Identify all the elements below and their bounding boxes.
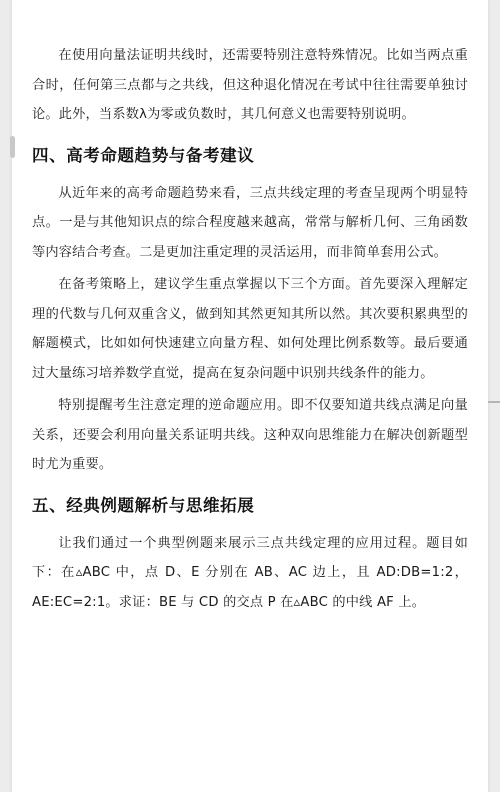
page-edge-line xyxy=(488,401,500,403)
paragraph-exam-trends: 从近年来的高考命题趋势来看，三点共线定理的考查呈现两个明显特点。一是与其他知识点的综合程度越来越高，常常与解析几何、三角函数等内容结合考查。二是更加注重定理的灵活运用，而非简单套用公式。 xyxy=(32,185,468,260)
paragraph-converse-reminder: 特别提醒考生注意定理的逆命题应用。即不仅要知道共线点满足向量关系，还要会利用向量关系证明共线。这种双向思维能力在解决创新题型时尤为重要。 xyxy=(32,398,468,472)
paragraph-example-problem: 让我们通过一个典型例题来展示三点共线定理的应用过程。题目如下：在▵ABC 中，点 D、E 分别在 AB、AC 边上，且 AD:DB=1:2，AE:EC=2:1。求证：BE 与 CD 的交点 P 在▵ABC 的中线 AF 上。 xyxy=(32,535,468,610)
paragraph-degenerate-cases: 在使用向量法证明共线时，还需要特别注意特殊情况。比如当两点重合时，任何第三点都与之共线，但这种退化情况在考试中往往需要单独讨论。此外，当系数λ为零或负数时，其几何意义也需要特别说明。 xyxy=(32,48,468,122)
page-edge-mark xyxy=(10,136,15,158)
paragraph-study-strategy: 在备考策略上，建议学生重点掌握以下三个方面。首先要深入理解定理的代数与几何双重含义，做到知其然更知其所以然。其次要积累典型的解题模式，比如如何快速建立向量方程、如何处理比例系数等。最后要通过大量练习培养数学直觉，提高在复杂问题中识别共线条件的能力。 xyxy=(32,277,468,381)
section-heading-example-analysis: 五、经典例题解析与思维拓展 xyxy=(32,495,255,515)
section-heading-exam-trends: 四、高考命题趋势与备考建议 xyxy=(32,145,255,165)
article-body xyxy=(32,41,468,617)
